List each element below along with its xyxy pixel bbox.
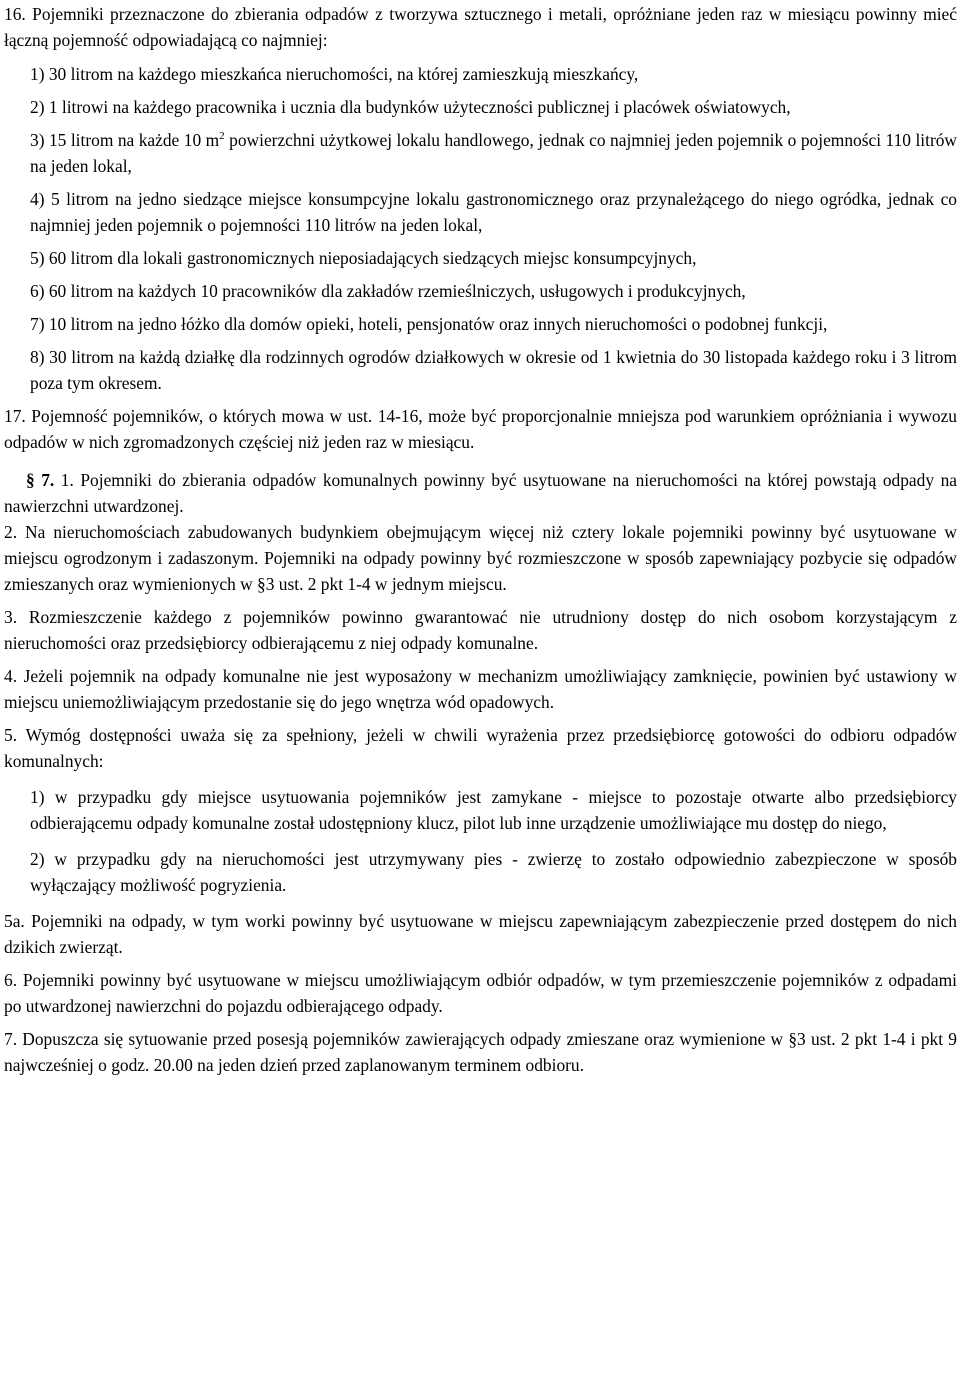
list-item: 6) 60 litrom na każdych 10 pracowników dla zakładów rzemieślniczych, usługowych i produkcyjnych, <box>30 281 746 301</box>
paragraph-7-4: 4. Jeżeli pojemnik na odpady komunalne nie jest wyposażony w mechanizm umożliwiający zamknięcie, powinien być ustawiony w miejscu uniemożliwiającym przedostanie się do jego wnętrza wód opadowych. <box>4 666 957 712</box>
section-mark: § 7. <box>26 470 55 490</box>
list-item <box>4 127 957 179</box>
list-item: 4) 5 litrom na jedno siedzące miejsce konsumpcyjne lokalu gastronomicznego oraz przynależącego do niego ogródka, jednak co najmniej jeden pojemnik o pojemności 110 litrów na jeden lokal, <box>30 189 957 235</box>
paragraph-7-5a: 5a. Pojemniki na odpady, w tym worki powinny być usytuowane w miejscu zapewniającym zabezpieczenie przed dostępem do nich dzikich zwierząt. <box>4 911 957 957</box>
superscript: 2 <box>219 130 225 142</box>
item-3-prefix: 3) 15 litrom na każde 10 m <box>30 130 220 150</box>
list-item: 7) 10 litrom na jedno łóżko dla domów opieki, hoteli, pensjonatów oraz innych nieruchomości o podobnej funkcji, <box>30 314 828 334</box>
section-17: 17. Pojemność pojemników, o których mowa w ust. 14-16, może być proporcjonalnie mniejsza pod warunkiem opróżniania i wywozu odpadów w nich zgromadzonych częściej niż jeden raz w miesiącu. <box>4 406 957 452</box>
list-item: 2) w przypadku gdy na nieruchomości jest utrzymywany pies - zwierzę to zostało odpowiednio zabezpieczone w sposób wyłączający możliwość pogryzienia. <box>30 849 957 895</box>
paragraph-7-1: § 7. 1. Pojemniki do zbierania odpadów komunalnych powinny być usytuowane na nieruchomości na której powstają odpady na nawierzchni utwardzonej. <box>4 470 957 516</box>
paragraph-7-7: 7. Dopuszcza się sytuowanie przed posesją pojemników zawierających odpady zmieszane oraz wymienione w §3 ust. 2 pkt 1-4 i pkt 9 najwcześniej o godz. 20.00 na jeden dzień przed zaplanowanym terminem odbioru. <box>4 1029 957 1075</box>
list-item: 8) 30 litrom na każdą działkę dla rodzinnych ogrodów działkowych w okresie od 1 kwietnia do 30 listopada każdego roku i 3 litrom poza tym okresem. <box>30 347 957 393</box>
section-16-intro: 16. Pojemniki przeznaczone do zbierania odpadów z tworzywa sztucznego i metali, opróżniane jeden raz w miesiącu powinny mieć łączną pojemność odpowiadającą co najmniej: <box>4 4 957 50</box>
paragraph-7-5: 5. Wymóg dostępności uważa się za spełniony, jeżeli w chwili wyrażenia przez przedsiębiorcę gotowości do odbioru odpadów komunalnych: <box>4 725 957 771</box>
list-item: 2) 1 litrowi na każdego pracownika i ucznia dla budynków użyteczności publicznej i placówek oświatowych, <box>30 97 791 117</box>
paragraph-7-2: 2. Na nieruchomościach zabudowanych budynkiem obejmującym więcej niż cztery lokale pojemniki powinny być usytuowane w miejscu ogrodzonym i zadaszonym. Pojemniki na odpady powinny być rozmieszczone w sposób zapewniający pozbycie się odpadów zmieszanych oraz wymienionych w §3 ust. 2 pkt 1-4 w jednym miejscu. <box>4 522 957 594</box>
paragraph-7-6: 6. Pojemniki powinny być usytuowane w miejscu umożliwiającym odbiór odpadów, w tym przemieszczenie pojemników z odpadami po utwardzonej nawierzchni do pojazdu odbierającego odpady. <box>4 970 957 1016</box>
list-item: 1) 30 litrom na każdego mieszkańca nieruchomości, na której zamieszkują mieszkańcy, <box>30 64 639 84</box>
list-item: 1) w przypadku gdy miejsce usytuowania pojemników jest zamykane - miejsce to pozostaje otwarte albo przedsiębiorcy odbierającemu odpady komunalne został udostępniony klucz, pilot lub inne urządzenie umożliwiające mu dostęp do niego, <box>30 787 957 833</box>
list-item: 5) 60 litrom dla lokali gastronomicznych nieposiadających siedzących miejsc konsumpcyjnych, <box>30 248 697 268</box>
paragraph-7-3: 3. Rozmieszczenie każdego z pojemników powinno gwarantować nie utrudniony dostęp do nich osobom korzystającym z nieruchomości oraz przedsiębiorcy odbierającemu z niej odpady komunalne. <box>4 607 957 653</box>
item-3-text: powierzchni użytkowej lokalu handlowego, jednak co najmniej jeden pojemnik o pojemności 110 litrów na jeden lokal, <box>30 130 957 176</box>
